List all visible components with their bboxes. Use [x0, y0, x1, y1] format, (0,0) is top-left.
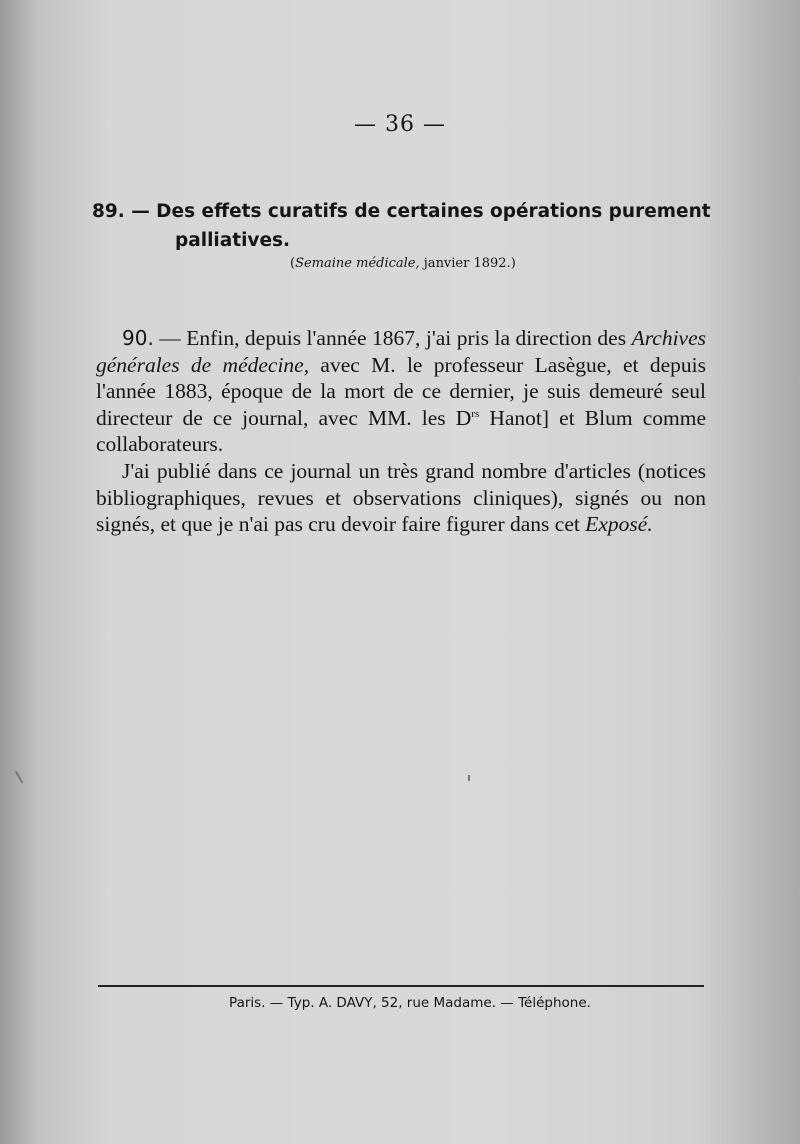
scan-mark	[468, 775, 470, 781]
entry-89-line1	[92, 197, 712, 226]
publication-text: J'ai publié dans ce journal un très grand nombre d'articles (notices bibliographiques, revues et observations cliniques), signés ou non signés, et que je n'ai pas cru devoir faire figurer dans cet	[96, 459, 706, 537]
scan-mark	[15, 770, 24, 783]
citation-date: janvier 1892.	[423, 256, 511, 271]
printer-footer: Paris. — Typ. A. DAVY, 52, rue Madame. — Téléphone.	[229, 995, 591, 1011]
page-number: — 36 —	[354, 112, 446, 137]
entry-89-citation: (Semaine médicale, janvier 1892.)	[290, 256, 516, 271]
entry-89-number: 89.	[92, 201, 125, 222]
entry-90-journal: Archives générales de médecine,	[96, 326, 706, 377]
entry-89	[92, 197, 712, 255]
entry-90-text-3: Hanot] et Blum comme collaborateurs.	[96, 405, 706, 457]
entry-89-title: — Des effets curatifs de certaines opérations purement	[131, 201, 711, 222]
entry-90-number: 90.	[122, 326, 154, 350]
publication-paragraph	[96, 458, 706, 538]
entry-90-text-2: avec M. le professeur Lasègue, et depuis l'année 1883, époque de la mort de ce dernier, je suis demeuré seul directeur de ce journal, avec MM. les D	[96, 352, 706, 430]
entry-90-superscript: rs	[471, 407, 480, 420]
entry-90-text-1: — Enfin, depuis l'année 1867, j'ai pris la direction des	[153, 326, 632, 350]
entry-90-paragraph	[96, 325, 706, 458]
publication-emphasis: Exposé.	[585, 512, 653, 537]
citation-journal: Semaine médicale,	[295, 256, 420, 271]
entry-89-title-continued: palliatives.	[175, 230, 291, 251]
footer-rule	[98, 985, 704, 987]
